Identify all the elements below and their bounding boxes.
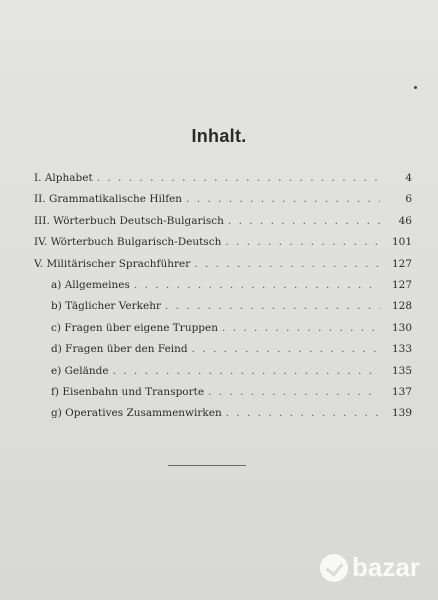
toc-subentry	[34, 318, 412, 339]
leader-dots	[225, 232, 380, 253]
toc-page-number: 127	[391, 278, 412, 291]
toc-page-number: 128	[391, 300, 412, 313]
leader-dots	[194, 254, 380, 275]
divider-rule	[168, 465, 246, 466]
toc-label: III. Wörterbuch Deutsch-Bulgarisch	[34, 214, 224, 227]
table-of-contents	[34, 168, 412, 425]
toc-page-number: 139	[391, 407, 412, 420]
leader-dots	[97, 168, 380, 189]
leader-dots	[165, 296, 380, 317]
page-title: Inhalt.	[191, 126, 247, 146]
leader-dots	[113, 361, 380, 382]
toc-subentry	[34, 361, 412, 382]
ink-dot	[414, 86, 417, 89]
toc-page-number: 127	[391, 257, 412, 270]
toc-label: d) Fragen über den Feind	[51, 343, 188, 356]
leader-dots	[134, 275, 380, 296]
watermark-text: bazar	[352, 552, 420, 582]
toc-label: g) Operatives Zusammenwirken	[51, 407, 222, 420]
toc-subentry	[34, 339, 412, 360]
toc-page-number: 46	[398, 214, 412, 227]
toc-page-number: 4	[405, 172, 412, 184]
toc-page-number: 130	[391, 321, 412, 334]
toc-entry	[34, 189, 412, 210]
toc-entry	[34, 168, 412, 189]
toc-page-number: 137	[391, 385, 412, 398]
toc-page-number: 133	[391, 343, 412, 356]
toc-subentry	[34, 382, 412, 403]
toc-entry	[34, 232, 412, 253]
toc-subentry	[34, 296, 412, 317]
check-circle-icon	[320, 554, 348, 582]
toc-label: b) Täglicher Verkehr	[51, 300, 161, 313]
leader-dots	[222, 318, 380, 339]
toc-label: II. Grammatikalische Hilfen	[34, 193, 183, 206]
toc-subentry	[34, 275, 412, 296]
watermark-logo	[320, 552, 420, 583]
toc-page-number: 6	[405, 193, 412, 206]
toc-page-number: 135	[391, 364, 412, 377]
toc-entry	[34, 211, 412, 232]
toc-label: a) Allgemeines	[51, 278, 130, 291]
toc-label: IV. Wörterbuch Bulgarisch-Deutsch	[34, 236, 222, 249]
leader-dots	[192, 339, 380, 360]
toc-label: c) Fragen über eigene Truppen	[51, 321, 219, 334]
toc-entry	[34, 254, 412, 275]
leader-dots	[208, 382, 380, 403]
toc-label: I. Alphabet	[34, 172, 93, 184]
toc-label: f) Eisenbahn und Transporte	[51, 385, 205, 398]
toc-page-number: 101	[391, 236, 412, 249]
leader-dots	[186, 189, 380, 210]
leader-dots	[228, 211, 380, 232]
toc-label: e) Gelände	[51, 364, 109, 377]
leader-dots	[226, 403, 380, 424]
toc-subentry	[34, 403, 412, 424]
toc-label: V. Militärischer Sprachführer	[34, 257, 191, 270]
